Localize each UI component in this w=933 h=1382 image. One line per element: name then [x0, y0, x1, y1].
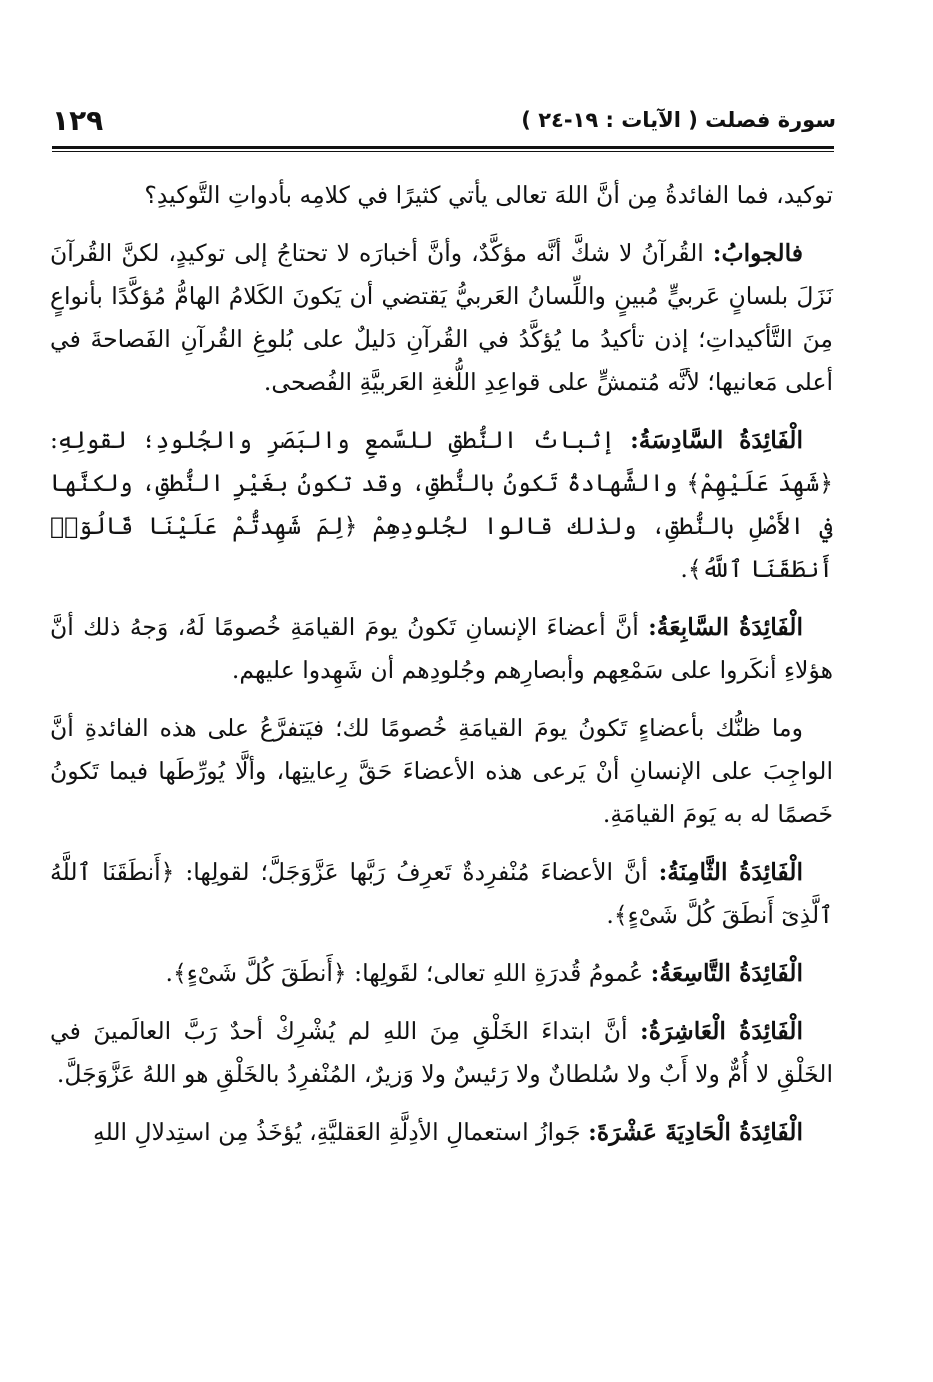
paragraph-lead: الْفَائِدَةُ الثَّامِنَةُ: — [658, 858, 804, 886]
paragraph-text: إثباتُ النُّطقِ للسَّمعِ والبَصَرِ والجُلودِ؛ لقولِهِ: ﴿شَهِدَ عَلَيْهِمْ﴾ والشَّهادةُ تَكونُ بالنُّطقِ، وقد تكونُ بغَيْرِ النُّطقِ، ولكنَّها في الأَصْلِ بالنُّطقِ، ولذلك قالوا لجُلودِهِمْ ﴿لِمَ شَهِدتُّمْ عَلَيْنَا قَالُوٓا۟ أَنطَقَنَا ٱللَّهُ﴾. — [50, 426, 833, 583]
paragraph-lead: الْفَائِدَةُ التَّاسِعَةُ: — [650, 959, 803, 987]
paragraph-lead: الْفَائِدَةُ الْحَادِيَةَ عَشْرَةَ: — [588, 1118, 803, 1146]
benefit-7 — [50, 606, 833, 692]
paragraph-lead: فالجوابُ: — [712, 239, 803, 267]
paragraph-text: أنَّ أعضاءَ الإنسانِ تَكونُ يومَ القيامَةِ خُصومًا لَهُ، وَجهُ ذلك أنَّ هؤلاءِ أنكَروا على سَمْعِهم وأبصارِهم وجُلودِهم أن شَهِدوا عليهم. — [50, 613, 833, 684]
benefit-6 — [50, 419, 833, 591]
paragraph-lead: الْفَائِدَةُ السَّادِسَةُ: — [630, 426, 803, 454]
paragraph-text: عُمومُ قُدرَةِ اللهِ تعالى؛ لقَولِها: ﴿أَنطَقَ كُلَّ شَىْءٍ﴾. — [165, 959, 644, 987]
benefit-8 — [50, 851, 833, 937]
page-number: ١٢٩ — [52, 104, 104, 137]
paragraph-lead: الْفَائِدَةُ السَّابِعَةُ: — [648, 613, 803, 641]
paragraph-continuation — [50, 174, 833, 217]
paragraph-text: جَوازُ استعمالِ الأدِلَّةِ العَقليَّةِ، يُؤخَذُ مِن استِدلالِ اللهِ — [93, 1118, 581, 1146]
benefit-10 — [50, 1010, 833, 1096]
page-header — [52, 104, 836, 144]
header-rule — [52, 146, 834, 149]
paragraph-text: وما ظنُّك بأعضاءٍ تَكونُ يومَ القيامَةِ خُصومًا لك؛ فيَتفرَّعُ على هذه الفائدةِ أنَّ الواجِبَ على الإنسانِ أنْ يَرعى هذه الأعضاءَ حَقَّ رِعايتِها، وألَّا يُورِّطَها فيما تَكونُ خَصمًا له به يَومَ القيامَةِ. — [50, 714, 833, 828]
paragraph-answer — [50, 232, 833, 404]
header-rule-thin — [52, 151, 834, 152]
running-title: سورة فصلت ( الآيات : ١٩-٢٤ ) — [521, 108, 836, 132]
paragraph-commentary — [50, 707, 833, 836]
paragraph-text: أنَّ الأعضاءَ مُنْفرِدةٌ تَعرِفُ رَبَّها عَزَّوَجَلَّ؛ لقولِها: ﴿أَنطَقَنَا ٱللَّهُ ٱلَّذِىٓ أَنطَقَ كُلَّ شَىْءٍ﴾. — [50, 858, 833, 929]
paragraph-lead: الْفَائِدَةُ الْعَاشِرَةُ: — [640, 1017, 803, 1045]
paragraph-text: توكيد، فما الفائدةُ مِن أنَّ اللهَ تعالى يأتي كثيرًا في كلامِه بأدواتِ التَّوكيدِ؟ — [144, 181, 833, 209]
paragraph-text: القُرآنُ لا شكَّ أنَّه مؤكَّدٌ، وأنَّ أخبارَه لا تحتاجُ إلى توكيدٍ، لكنَّ القُرآنَ نَزَلَ بلسانٍ عَربيٍّ مُبينٍ واللِّسانُ العَربيُّ يَقتضي أن يَكونَ الكَلامُ الهامُّ مُؤكَّدًا بأنواعٍ مِنَ التَّأكيداتِ؛ إذن تأكيدُ ما يُؤكَّدُ في القُرآنِ دَليلٌ على بُلوغِ القُرآنِ الفَصاحةَ في أعلى مَعانيها؛ لأنَّه مُتمشٍّ على قواعِدِ اللُّغةِ العَربيَّةِ الفُصحى. — [50, 239, 833, 396]
benefit-11 — [50, 1111, 833, 1154]
benefit-9 — [50, 952, 833, 995]
page-body — [50, 174, 833, 1169]
paragraph-text: أنَّ ابتداءَ الخَلْقِ مِنَ اللهِ لم يُشْرِكْ أحدٌ رَبَّ العالَمينَ في الخَلْقِ لا أُمٌّ ولا أَبٌ ولا سُلطانٌ ولا رَئيسٌ ولا وَزيرٌ، المُنْفرِدُ بالخَلْقِ هو اللهُ عَزَّوَجَلَّ. — [50, 1017, 833, 1088]
